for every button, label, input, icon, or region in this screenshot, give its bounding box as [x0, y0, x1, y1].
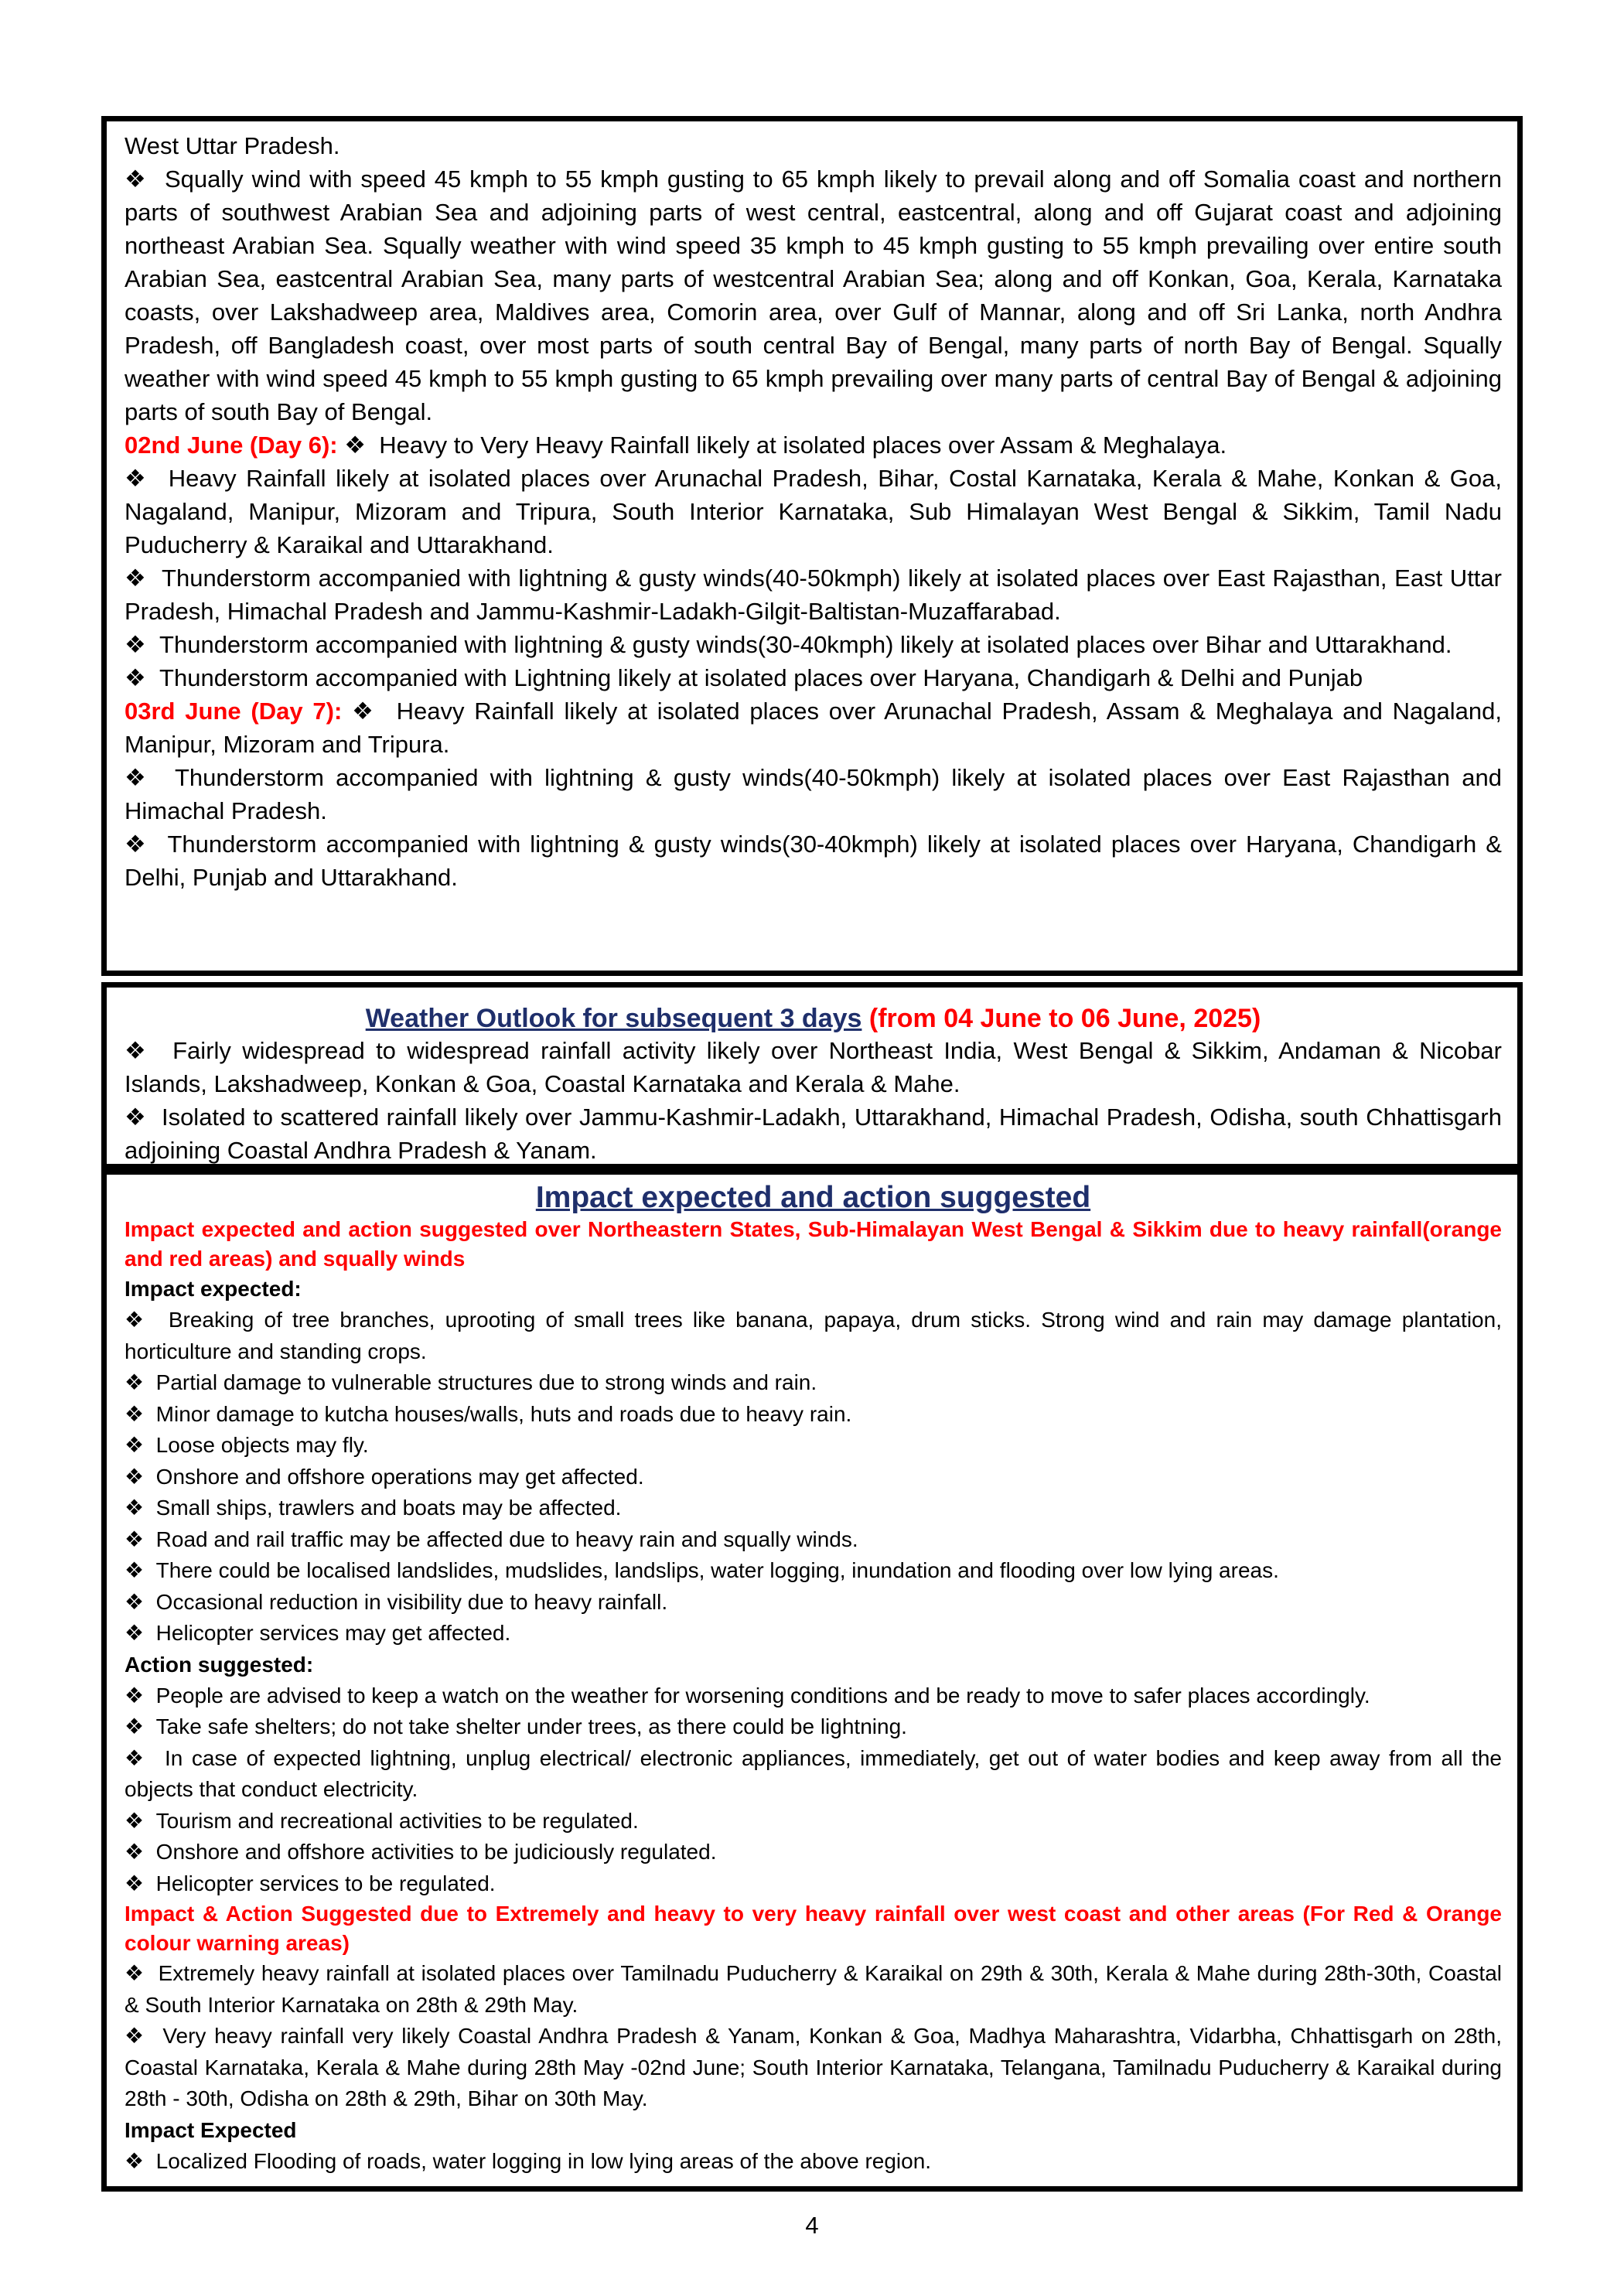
impact-item: ❖ Road and rail traffic may be affected due to heavy rain and squally winds. [125, 1524, 1502, 1556]
forecast-section [101, 116, 1523, 976]
squally-wind-text: ❖ Squally wind with speed 45 kmph to 55 kmph gusting to 65 kmph likely to prevail along and off Somalia coast and northern parts of southwest Arabian Sea and adjoining parts of west central, eastcentral, along and off Gujarat coast and adjoining northeast Arabian Sea. Squally weather with wind speed 35 kmph to 45 kmph gusting to 55 kmph prevailing over entire south Arabian Sea, eastcentral Arabian Sea, many parts of westcentral Arabian Sea; along and off Konkan, Goa, Kerala, Karnataka coasts, over Lakshadweep area, Maldives area, Comorin area, over Gulf of Mannar, along and off Sri Lanka, north Andhra Pradesh, off Bangladesh coast, over most parts of south central Bay of Bengal, many parts of north Bay of Bengal. Squally weather with wind speed 45 kmph to 55 kmph gusting to 65 kmph prevailing over many parts of central Bay of Bengal & adjoining parts of south Bay of Bengal. [125, 162, 1502, 428]
day7-item: ❖ Thunderstorm accompanied with lightning & gusty winds(30-40kmph) likely at isolated places over Haryana, Chandigarh & Delhi, Punjab and Uttarakhand. [125, 827, 1502, 894]
west-coast-item: ❖ Extremely heavy rainfall at isolated places over Tamilnadu Puducherry & Karaikal on 29th & 30th, Kerala & Mahe during 28th-30th, Coastal & South Interior Karnataka on 28th & 29th May. [125, 1958, 1502, 2021]
action-item: ❖ Take safe shelters; do not take shelter under trees, as there could be lightning. [125, 1711, 1502, 1743]
page-number: 4 [805, 2212, 819, 2239]
day6-item: ❖ Thunderstorm accompanied with lightning & gusty winds(40-50kmph) likely at isolated places over East Rajasthan, East Uttar Pradesh, Himachal Pradesh and Jammu-Kashmir-Ladakh-Gilgit-Baltistan-Muzaffarabad. [125, 561, 1502, 628]
action-item: ❖ Helicopter services to be regulated. [125, 1868, 1502, 1900]
west-coast-item: ❖ Very heavy rainfall very likely Coastal Andhra Pradesh & Yanam, Konkan & Goa, Madhya Maharashtra, Vidarbha, Chhattisgarh on 28th, Coastal Karnataka, Kerala & Mahe during 28th May -02nd June; South Interior Karnataka, Telangana, Tamilnadu Puducherry & Karaikal during 28th - 30th, Odisha on 28th & 29th, Bihar on 30th May. [125, 2021, 1502, 2115]
outlook-range: (from 04 June to 06 June, 2025) [868, 1004, 1261, 1033]
day6-first [125, 428, 1502, 462]
impact-item: ❖ Helicopter services may get affected. [125, 1618, 1502, 1650]
west-coast-heading: Impact & Action Suggested due to Extremely and heavy to very heavy rainfall over west coast and other areas (For Red & Orange colour warning areas) [125, 1902, 1502, 1955]
day7-label: 03rd June (Day 7): [125, 698, 343, 725]
outlook-heading [125, 1003, 1502, 1034]
day6-item: ❖ Thunderstorm accompanied with lightning & gusty winds(30-40kmph) likely at isolated places over Bihar and Uttarakhand. [125, 628, 1502, 661]
west-coast-impact-item: ❖ Localized Flooding of roads, water logging in low lying areas of the above region. [125, 2146, 1502, 2178]
action-label: Action suggested: [125, 1652, 314, 1677]
outlook-item: ❖ Fairly widespread to widespread rainfall activity likely over Northeast India, West Bengal & Sikkim, Andaman & Nicobar Islands, Lakshadweep, Konkan & Goa, Coastal Karnataka and Kerala & Mahe. [125, 1034, 1502, 1100]
west-coast-impact-label: Impact Expected [125, 2117, 297, 2142]
impact-item: ❖ Onshore and offshore operations may get affected. [125, 1462, 1502, 1493]
outlook-section [101, 982, 1523, 1169]
action-item: ❖ People are advised to keep a watch on the weather for worsening conditions and be ready to move to safer places accordingly. [125, 1680, 1502, 1712]
day7-item: ❖ Thunderstorm accompanied with lightning & gusty winds(40-50kmph) likely at isolated places over East Rajasthan and Himachal Pradesh. [125, 761, 1502, 827]
action-item: ❖ Onshore and offshore activities to be judiciously regulated. [125, 1837, 1502, 1868]
day7-first-text: ❖ Heavy Rainfall likely at isolated places over Arunachal Pradesh, Assam & Meghalaya and Nagaland, Manipur, Mizoram and Tripura. [125, 698, 1502, 758]
day7-first [125, 694, 1502, 761]
impact-item: ❖ Minor damage to kutcha houses/walls, huts and roads due to heavy rain. [125, 1399, 1502, 1431]
impact-item: ❖ Occasional reduction in visibility due to heavy rainfall. [125, 1587, 1502, 1619]
forecast-intro: West Uttar Pradesh. [125, 132, 340, 159]
action-item: ❖ Tourism and recreational activities to be regulated. [125, 1806, 1502, 1837]
impact-label: Impact expected: [125, 1277, 302, 1301]
outlook-item: ❖ Isolated to scattered rainfall likely over Jammu-Kashmir-Ladakh, Uttarakhand, Himachal Pradesh, Odisha, south Chhattisgarh adjoining Coastal Andhra Pradesh & Yanam. [125, 1100, 1502, 1167]
impact-item: ❖ Partial damage to vulnerable structures due to strong winds and rain. [125, 1367, 1502, 1399]
impact-item: ❖ Breaking of tree branches, uprooting of small trees like banana, papaya, drum sticks. Strong wind and rain may damage plantation, horticulture and standing crops. [125, 1305, 1502, 1367]
impact-item: ❖ There could be localised landslides, mudslides, landslips, water logging, inundation and flooding over low lying areas. [125, 1555, 1502, 1587]
action-item: ❖ In case of expected lightning, unplug electrical/ electronic appliances, immediately, get out of water bodies and keep away from all the objects that conduct electricity. [125, 1743, 1502, 1806]
day6-item: ❖ Heavy Rainfall likely at isolated places over Arunachal Pradesh, Bihar, Costal Karnataka, Kerala & Mahe, Konkan & Goa, Nagaland, Manipur, Mizoram and Tripura, South Interior Karnataka, Sub Himalayan West Bengal & Sikkim, Tamil Nadu Puducherry & Karaikal and Uttarakhand. [125, 462, 1502, 561]
impact-section [101, 1169, 1523, 2192]
impact-item: ❖ Small ships, trawlers and boats may be affected. [125, 1493, 1502, 1524]
day6-item: ❖ Thunderstorm accompanied with Lightning likely at isolated places over Haryana, Chandigarh & Delhi and Punjab [125, 661, 1502, 694]
outlook-title: Weather Outlook for subsequent 3 days [365, 1004, 862, 1033]
impact-title: Impact expected and action suggested [535, 1181, 1091, 1214]
ne-impact-heading: Impact expected and action suggested over Northeastern States, Sub-Himalayan West Bengal & Sikkim due to heavy rainfall(orange and red areas) and squally winds [125, 1217, 1502, 1271]
day6-label: 02nd June (Day 6): [125, 432, 338, 459]
impact-item: ❖ Loose objects may fly. [125, 1430, 1502, 1462]
day6-first-text: ❖ Heavy to Very Heavy Rainfall likely at isolated places over Assam & Meghalaya. [344, 432, 1227, 459]
